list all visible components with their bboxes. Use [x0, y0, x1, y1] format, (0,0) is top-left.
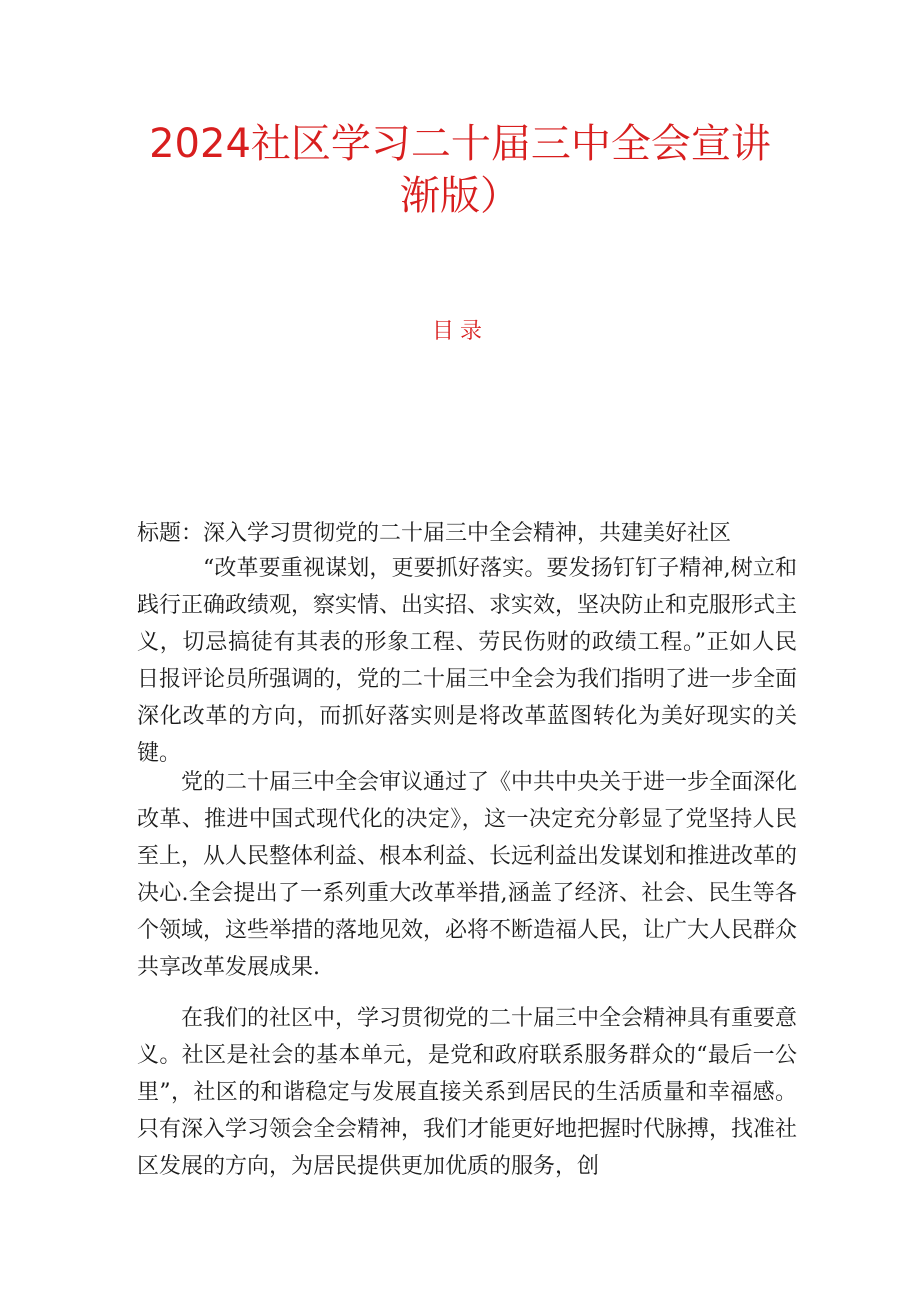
- paragraph-1: “改革要重视谋划，更要抓好落实。要发扬钉钉子精神,树立和践行正确政绩观，察实情、出实招、求实效，坚决防止和克服形式主义，切忌搞徒有其表的形象工程、劳民伤财的政绩工程。”正如人民日报评论员所强调的，党的二十届三中全会为我们指明了进一步全面深化改革的方向，而抓好落实则是将改革蓝图转化为美好现实的关键。: [137, 556, 798, 766]
- paragraph-3: 在我们的社区中，学习贯彻党的二十届三中全会精神具有重要意义。社区是社会的基本单元，是党和政府联系服务群众的“最后一公里”，社区的和谐稳定与发展直接关系到居民的生活质量和幸福感。只有深入学习领会全会精神，我们才能更好地把握时代脉搏，找准社区发展的方向，为居民提供更加优质的服务，创: [137, 1006, 798, 1179]
- document-title-line-1: 2024社区学习二十届三中全会宣讲: [149, 121, 771, 167]
- paragraph-2: 党的二十届三中全会审议通过了《中共中央关于进一步全面深化改革、推进中国式现代化的决定》，这一决定充分彰显了党坚持人民至上，从人民整体利益、根本利益、长远利益出发谋划和推进改革的决心.全会提出了一系列重大改革举措,涵盖了经济、社会、民生等各个领域，这些举措的落地见效，必将不断造福人民，让广大人民群众共享改革发展成果.: [137, 770, 798, 980]
- document-title-line-2: 渐版）: [400, 173, 520, 219]
- section-heading: 标题：深入学习贯彻党的二十届三中全会精神，共建美好社区: [137, 521, 732, 546]
- table-of-contents-label: 目录: [431, 319, 488, 344]
